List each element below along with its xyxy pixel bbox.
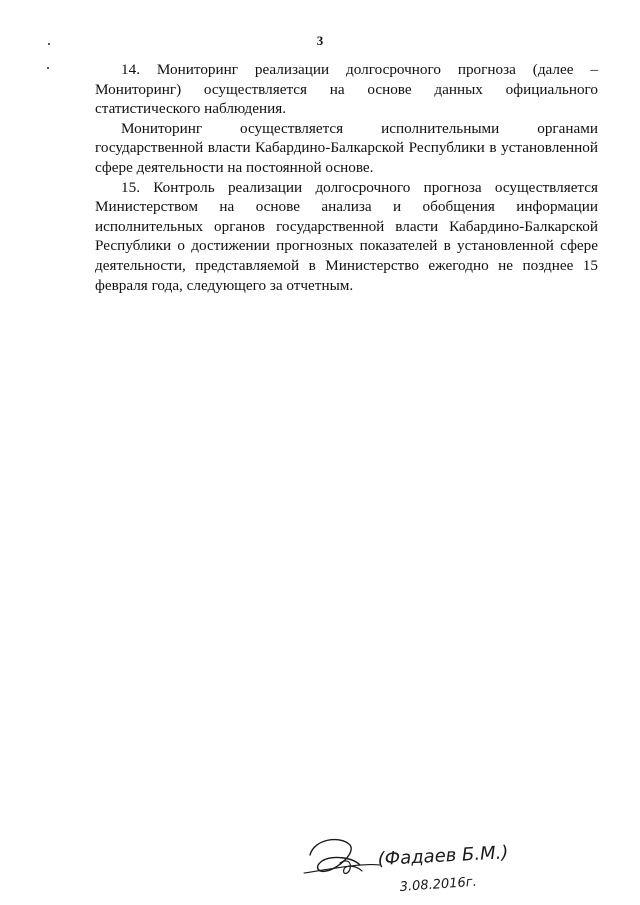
handwritten-signature: [300, 825, 540, 900]
paragraph-monitoring: Мониторинг осуществляется исполнительными органами государственной власти Кабардино-Балкарской Республики в установленной сфере деятельности на постоянной основе.: [95, 119, 598, 176]
signature-drawing: [300, 825, 540, 900]
paragraph-15: 15. Контроль реализации долгосрочного прогноза осуществляется Министерством на основе анализа и обобщения информации исполнительных органов государственной власти Кабардино-Балкарской Республики о достижении прогнозных показателей в установленной сфере деятельности, представляемой в Министерство ежегодно не позднее 15 февраля года, следующего за отчетным.: [95, 178, 598, 294]
document-body: [95, 60, 598, 295]
signature-name: (Фадаев Б.М.): [377, 842, 509, 870]
signature-date: 3.08.2016г.: [399, 874, 478, 895]
margin-mark: [47, 67, 49, 69]
page-number: 3: [316, 33, 324, 48]
paragraph-14: 14. Мониторинг реализации долгосрочного прогноза (далее – Мониторинг) осуществляется на основе данных официального статистического наблюдения.: [95, 61, 598, 118]
